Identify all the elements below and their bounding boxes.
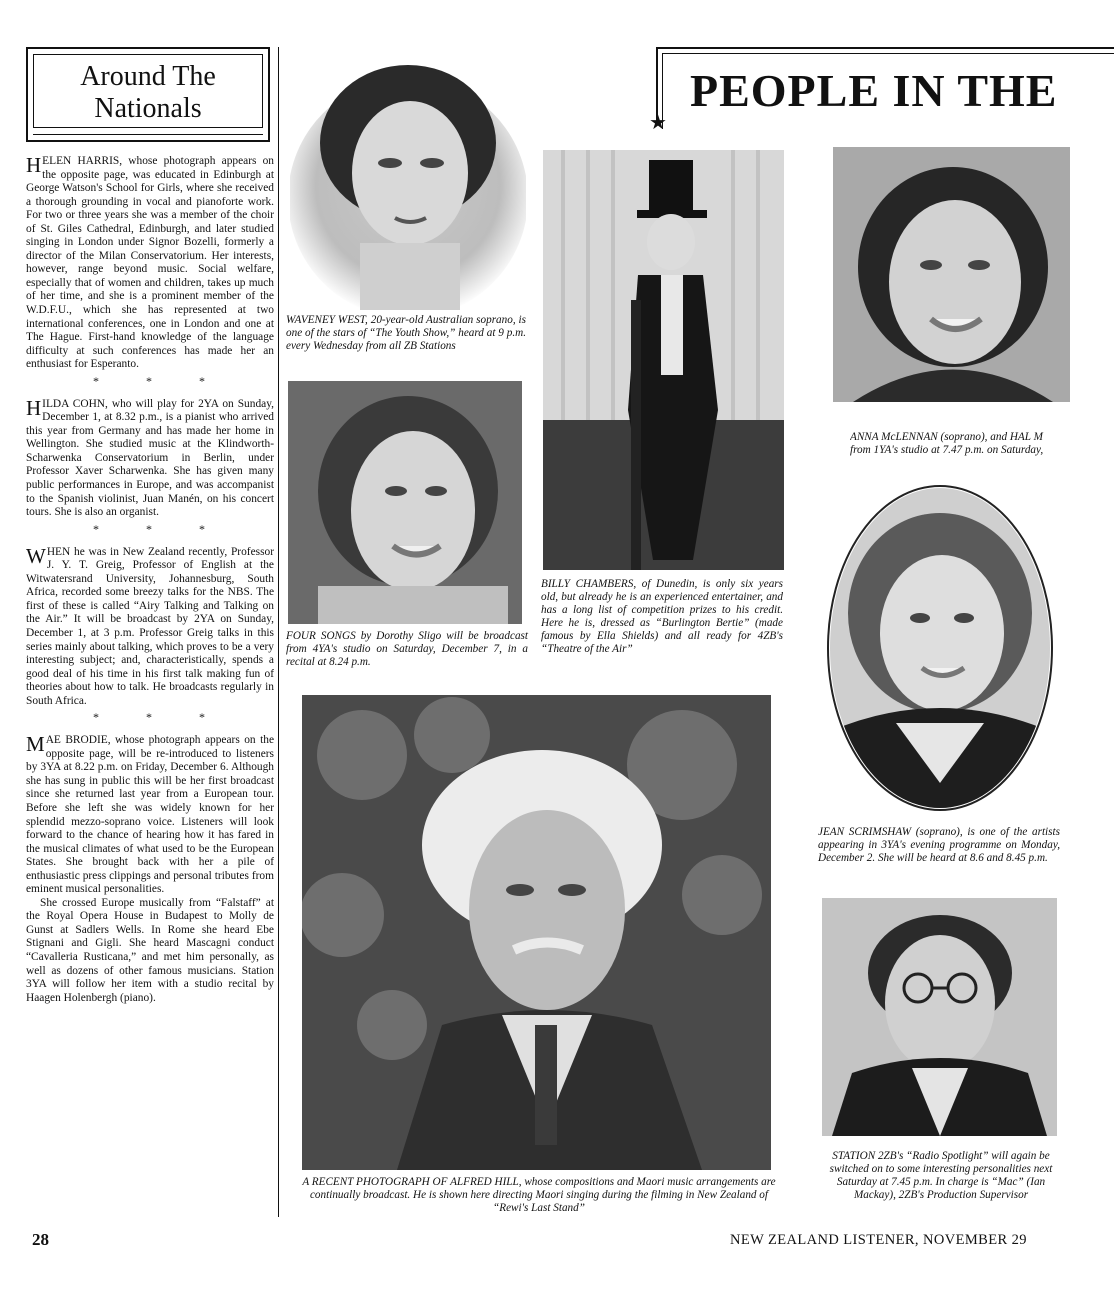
article-text: AE BRODIE, whose photograph appears on the opposite page, will be re-introduced to listeners by 3YA at 8.22 p.m. on Friday, December 6. Although she has sung in public this will be her first broadcast since she returned last year from a European tour. Before she left she was widely known for her splendid mezzo-soprano voice. Listeners will look forward to the chance of hearing how it has fared in the musical climates of what used to be the European States. She brought back with her a pile of enthusiastic press clippings and personal tributes from eminent musical personalities. bbox=[26, 734, 274, 896]
dropcap: H bbox=[26, 155, 42, 177]
column-title-line-1: Around The bbox=[80, 61, 216, 92]
photo-alfred-hill bbox=[302, 695, 771, 1170]
section-separator: * * * bbox=[93, 373, 227, 388]
caption-line: from 1YA's studio at 7.47 p.m. on Saturday, bbox=[850, 444, 1044, 456]
caption-line: ANNA McLENNAN (soprano), and HAL M bbox=[850, 431, 1043, 443]
photo-anna-mclennan bbox=[833, 147, 1070, 402]
publication-footer: NEW ZEALAND LISTENER, NOVEMBER 29 bbox=[730, 1232, 1027, 1248]
caption-dorothy-sligo: FOUR SONGS by Dorothy Sligo will be broadcast from 4YA's studio on Saturday, December 7, in a recital at 8.24 p.m. bbox=[286, 630, 528, 668]
column-title bbox=[28, 61, 268, 125]
photo-dorothy-sligo bbox=[288, 381, 522, 624]
article-text: She crossed Europe musically from “Falstaff” at the Royal Opera House in Budapest to Molly de Gunst at Sadlers Wells. In Rome she heard Ebe Stignani and Gigli. She heard Mascagni conduct “Cavalleria Rusticana,” and met him personally, as well as dozens of other famous musicians. Station 3YA will follow her item with a studio recital by Haagen Holenbergh (piano). bbox=[26, 896, 274, 1004]
caption-jean-scrimshaw: JEAN SCRIMSHAW (soprano), is one of the artists appearing in 3YA's evening programme on Monday, December 2. She will be heard at 8.6 and 8.45 p.m. bbox=[818, 826, 1060, 864]
article-text: ELEN HARRIS, whose photograph appears on the opposite page, was educated in Edinburgh at George Watson's School for Girls, where she received a thorough grounding in vocal and pianoforte work. For two or three years she was a member of the choir of St. Giles Cathedral, Edinburgh, and later studied singing in London under Signor Bozelli, formerly a director of the Milan Conservatorium. Her interests, however, range beyond music. Social welfare, especially that of women and children, takes up much of her time, and she is a prominent member of the W.D.F.U., which she has represented at two international conferences, one in London and one at The Hague. First-hand knowledge of the language difficulty at such conferences has made her an enthusiast for Esperanto. bbox=[26, 155, 274, 371]
photo-waveney-west bbox=[290, 48, 526, 310]
column-title-box bbox=[26, 47, 270, 142]
caption-billy-chambers: BILLY CHAMBERS, of Dunedin, is only six years old, but already he is an experienced entertainer, and has a long list of competition prizes to his credit. Here he is, dressed as “Burlington Bertie” (made famous by Ella Shields) and all ready for 4ZB's “Theatre of the Air” bbox=[541, 578, 783, 655]
page-header-title: PEOPLE IN THE bbox=[690, 65, 1058, 116]
column-title-line-2: Nationals bbox=[94, 93, 202, 124]
photo-ian-mackay bbox=[822, 898, 1057, 1136]
caption-station-2zb: STATION 2ZB's “Radio Spotlight” will again be switched on to some interesting personalities next Saturday at 7.45 p.m. In charge is “Mac” (Ian Mackay), 2ZB's Production Supervisor bbox=[829, 1150, 1053, 1201]
section-separator: * * * bbox=[93, 710, 227, 725]
section-separator: * * * bbox=[93, 521, 227, 536]
caption-waveney-west: WAVENEY WEST, 20-year-old Australian soprano, is one of the stars of “The Youth Show,” heard at 9 p.m. every Wednesday from all ZB Stations bbox=[286, 314, 526, 352]
article-helen-harris bbox=[26, 155, 274, 372]
dropcap: W bbox=[26, 543, 46, 568]
article-text: HEN he was in New Zealand recently, Professor J. Y. T. Greig, Professor of English at the Witwatersrand University, Johannesburg, South Africa, recorded some breezy talks for the NBS. The first of these is called “Airy Talking and Talking on the Air.” It will be broadcast by 2YA on Sunday, December 1, at 3 p.m. Professor Greig talks in this series mainly about talking, which proves to be a very interesting subject; and, characteristically, spends a good deal of his time in his first talk making fun of theories about how to talk. He broadcasts regularly in South Africa. bbox=[26, 545, 274, 707]
dropcap: M bbox=[26, 732, 45, 757]
column-divider bbox=[278, 47, 279, 1217]
article-professor-greig bbox=[26, 543, 274, 709]
photo-billy-chambers bbox=[543, 150, 784, 570]
caption-anna-mclennan bbox=[850, 431, 1114, 457]
article-text: ILDA COHN, who will play for 2YA on Sunday, December 1, at 8.32 p.m., is a pianist who arrived this year from Germany and has made her home in Wellington. She studied music at the Klindworth-Scharwenka Conservatorium in Berlin, under Professor Xaver Scharwenka. She has given many public performances in Europe, and was accompanist to the Spanish violinist, Juan Manén, on his concert tours. She is also an organist. bbox=[26, 397, 274, 519]
star-icon: ★ bbox=[649, 110, 667, 134]
dropcap: H bbox=[26, 395, 42, 420]
caption-alfred-hill: A RECENT PHOTOGRAPH OF ALFRED HILL, whose compositions and Maori music arrangements are continually broadcast. He is shown here directing Maori singing during the filming in New Zealand of “Rewi's Last Stand” bbox=[302, 1176, 776, 1214]
page-number: 28 bbox=[32, 1230, 49, 1249]
photo-jean-scrimshaw bbox=[826, 483, 1054, 813]
article-mae-brodie bbox=[26, 734, 274, 897]
left-column-articles bbox=[26, 155, 274, 1220]
article-hilda-cohn bbox=[26, 395, 274, 520]
